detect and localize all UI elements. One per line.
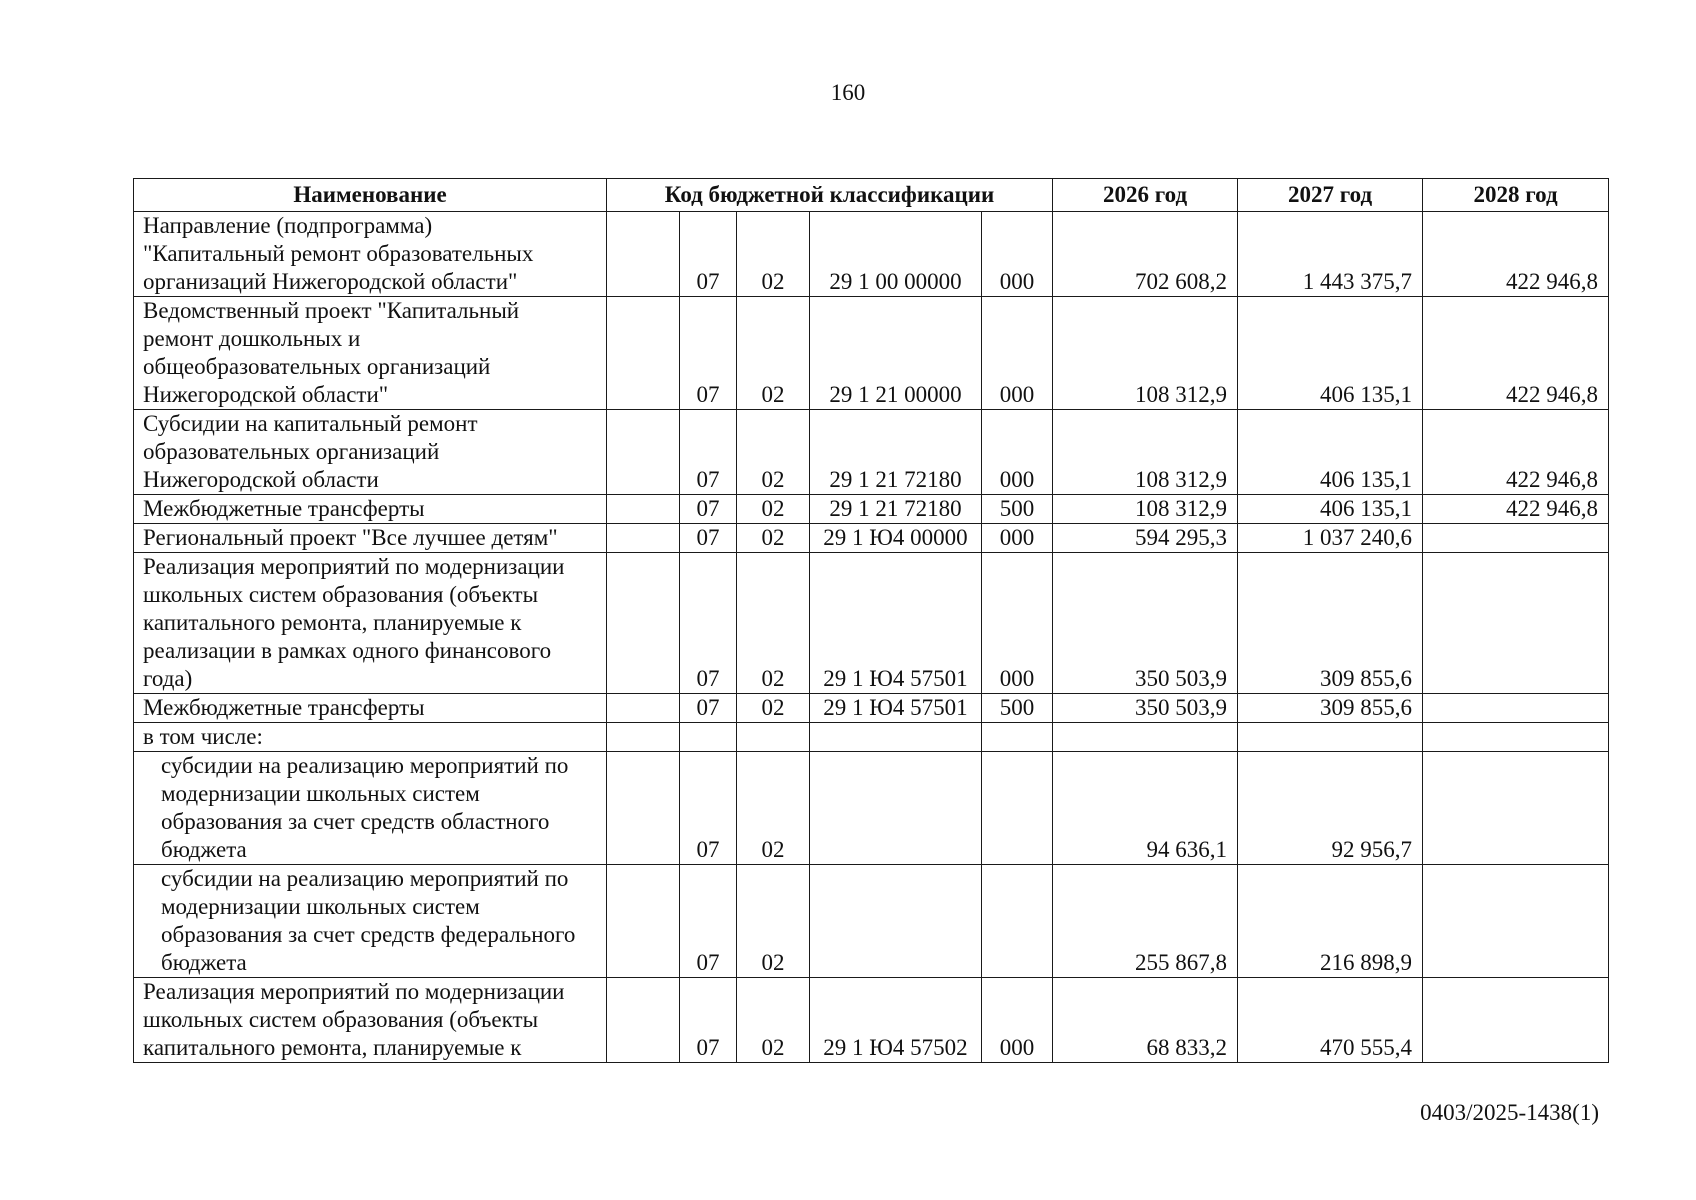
row-name-line: Межбюджетные трансферты — [143, 695, 425, 720]
code-spacer-cell — [607, 410, 680, 495]
subsection-code: 02 — [737, 212, 810, 297]
amount-2027 — [1238, 723, 1423, 752]
target-article-code: 29 1 Ю4 57501 — [810, 694, 982, 723]
row-name — [134, 723, 607, 752]
expense-type-code: 000 — [982, 410, 1053, 495]
subsection-code: 02 — [737, 752, 810, 865]
target-article-code: 29 1 Ю4 00000 — [810, 524, 982, 553]
target-article-code: 29 1 21 72180 — [810, 410, 982, 495]
table-row — [134, 495, 1609, 524]
target-article-code — [810, 865, 982, 978]
section-code: 07 — [680, 752, 737, 865]
row-name-line: Межбюджетные трансферты — [143, 496, 425, 521]
amount-2028: 422 946,8 — [1423, 212, 1609, 297]
row-name-line: Нижегородской области" — [143, 382, 389, 407]
target-article-code: 29 1 00 00000 — [810, 212, 982, 297]
expense-type-code — [982, 752, 1053, 865]
row-name — [134, 752, 607, 865]
expense-type-code — [982, 723, 1053, 752]
subsection-code: 02 — [737, 694, 810, 723]
row-name-line: школьных систем образования (объекты — [143, 1007, 539, 1032]
amount-2026: 702 608,2 — [1053, 212, 1238, 297]
row-name-line: модернизации школьных систем — [161, 781, 480, 806]
amount-2028: 422 946,8 — [1423, 297, 1609, 410]
subsection-code — [737, 723, 810, 752]
amount-2027: 470 555,4 — [1238, 978, 1423, 1063]
row-name-line: организаций Нижегородской области" — [143, 269, 518, 294]
subsection-code: 02 — [737, 865, 810, 978]
row-name-line: образования за счет средств федерального — [161, 922, 576, 947]
row-name — [134, 212, 607, 297]
amount-2027: 216 898,9 — [1238, 865, 1423, 978]
code-spacer-cell — [607, 212, 680, 297]
code-spacer-cell — [607, 694, 680, 723]
code-spacer-cell — [607, 723, 680, 752]
table-row — [134, 865, 1609, 978]
amount-2026: 68 833,2 — [1053, 978, 1238, 1063]
row-name-line: Субсидии на капитальный ремонт — [143, 411, 478, 436]
amount-2028 — [1423, 524, 1609, 553]
amount-2027: 406 135,1 — [1238, 297, 1423, 410]
code-spacer-cell — [607, 553, 680, 694]
row-name-line: Ведомственный проект "Капитальный — [143, 298, 520, 323]
row-name-line: года) — [143, 666, 193, 691]
row-name-line: школьных систем образования (объекты — [143, 582, 539, 607]
row-name-line: ремонт дошкольных и — [143, 326, 361, 351]
amount-2026: 350 503,9 — [1053, 553, 1238, 694]
row-name-line: реализации в рамках одного финансового — [143, 638, 552, 663]
row-name-line: общеобразовательных организаций — [143, 354, 491, 379]
amount-2027: 309 855,6 — [1238, 694, 1423, 723]
header-2026: 2026 год — [1053, 179, 1238, 212]
header-code: Код бюджетной классификации — [607, 179, 1053, 212]
row-name-line: Направление (подпрограмма) — [143, 213, 433, 238]
row-name-line: модернизации школьных систем — [161, 894, 480, 919]
row-name-line: образовательных организаций — [143, 439, 440, 464]
row-name-line: капитального ремонта, планируемые к — [143, 610, 522, 635]
amount-2027: 1 443 375,7 — [1238, 212, 1423, 297]
row-name — [134, 694, 607, 723]
code-spacer-cell — [607, 752, 680, 865]
row-name-line: капитального ремонта, планируемые к — [143, 1035, 522, 1060]
table-row — [134, 212, 1609, 297]
section-code: 07 — [680, 410, 737, 495]
expense-type-code: 000 — [982, 212, 1053, 297]
section-code: 07 — [680, 212, 737, 297]
section-code: 07 — [680, 978, 737, 1063]
row-name — [134, 524, 607, 553]
header-2028: 2028 год — [1423, 179, 1609, 212]
amount-2026 — [1053, 723, 1238, 752]
table-row — [134, 752, 1609, 865]
row-name — [134, 865, 607, 978]
target-article-code: 29 1 21 72180 — [810, 495, 982, 524]
table-row — [134, 723, 1609, 752]
subsection-code: 02 — [737, 553, 810, 694]
row-name — [134, 297, 607, 410]
amount-2027: 406 135,1 — [1238, 495, 1423, 524]
row-name-line: "Капитальный ремонт образовательных — [143, 241, 534, 266]
row-name-line: Нижегородской области — [143, 467, 379, 492]
amount-2026: 94 636,1 — [1053, 752, 1238, 865]
expense-type-code: 500 — [982, 495, 1053, 524]
target-article-code — [810, 752, 982, 865]
target-article-code: 29 1 Ю4 57501 — [810, 553, 982, 694]
subsection-code: 02 — [737, 978, 810, 1063]
expense-type-code: 000 — [982, 553, 1053, 694]
expense-type-code: 000 — [982, 978, 1053, 1063]
target-article-code: 29 1 Ю4 57502 — [810, 978, 982, 1063]
table-row — [134, 410, 1609, 495]
table-row — [134, 978, 1609, 1063]
row-name-line: образования за счет средств областного — [161, 809, 550, 834]
header-name: Наименование — [134, 179, 607, 212]
table-row — [134, 553, 1609, 694]
code-spacer-cell — [607, 978, 680, 1063]
amount-2027: 406 135,1 — [1238, 410, 1423, 495]
header-2027: 2027 год — [1238, 179, 1423, 212]
expense-type-code — [982, 865, 1053, 978]
amount-2026: 594 295,3 — [1053, 524, 1238, 553]
table-body — [134, 212, 1609, 1063]
code-spacer-cell — [607, 524, 680, 553]
subsection-code: 02 — [737, 410, 810, 495]
amount-2027: 1 037 240,6 — [1238, 524, 1423, 553]
target-article-code — [810, 723, 982, 752]
amount-2028 — [1423, 865, 1609, 978]
table-row — [134, 297, 1609, 410]
table-row — [134, 524, 1609, 553]
target-article-code: 29 1 21 00000 — [810, 297, 982, 410]
row-name-line: Реализация мероприятий по модернизации — [143, 979, 565, 1004]
row-name-line: в том числе: — [143, 724, 263, 749]
section-code: 07 — [680, 694, 737, 723]
amount-2028 — [1423, 978, 1609, 1063]
row-name — [134, 978, 607, 1063]
page-number: 160 — [830, 80, 866, 105]
section-code: 07 — [680, 297, 737, 410]
row-name-line: Региональный проект "Все лучшее детям" — [143, 525, 558, 550]
row-name — [134, 495, 607, 524]
row-name-line: бюджета — [161, 950, 247, 975]
row-name — [134, 553, 607, 694]
amount-2026: 108 312,9 — [1053, 495, 1238, 524]
budget-table — [133, 178, 1609, 1063]
expense-type-code: 000 — [982, 297, 1053, 410]
section-code: 07 — [680, 553, 737, 694]
section-code: 07 — [680, 865, 737, 978]
amount-2027: 92 956,7 — [1238, 752, 1423, 865]
table-row — [134, 694, 1609, 723]
section-code: 07 — [680, 524, 737, 553]
subsection-code: 02 — [737, 495, 810, 524]
row-name-line: субсидии на реализацию мероприятий по — [161, 753, 569, 778]
row-name-line: Реализация мероприятий по модернизации — [143, 554, 565, 579]
amount-2027: 309 855,6 — [1238, 553, 1423, 694]
code-spacer-cell — [607, 297, 680, 410]
expense-type-code: 500 — [982, 694, 1053, 723]
row-name — [134, 410, 607, 495]
code-spacer-cell — [607, 865, 680, 978]
subsection-code: 02 — [737, 524, 810, 553]
amount-2028: 422 946,8 — [1423, 410, 1609, 495]
row-name-line: субсидии на реализацию мероприятий по — [161, 866, 569, 891]
amount-2028 — [1423, 694, 1609, 723]
amount-2026: 255 867,8 — [1053, 865, 1238, 978]
section-code — [680, 723, 737, 752]
amount-2028 — [1423, 752, 1609, 865]
amount-2028 — [1423, 723, 1609, 752]
section-code: 07 — [680, 495, 737, 524]
document-id: 0403/2025-1438(1) — [1420, 1100, 1599, 1125]
amount-2026: 108 312,9 — [1053, 297, 1238, 410]
row-name-line: бюджета — [161, 837, 247, 862]
amount-2028: 422 946,8 — [1423, 495, 1609, 524]
amount-2028 — [1423, 553, 1609, 694]
amount-2026: 350 503,9 — [1053, 694, 1238, 723]
code-spacer-cell — [607, 495, 680, 524]
table-header-row — [134, 179, 1609, 212]
expense-type-code: 000 — [982, 524, 1053, 553]
subsection-code: 02 — [737, 297, 810, 410]
amount-2026: 108 312,9 — [1053, 410, 1238, 495]
